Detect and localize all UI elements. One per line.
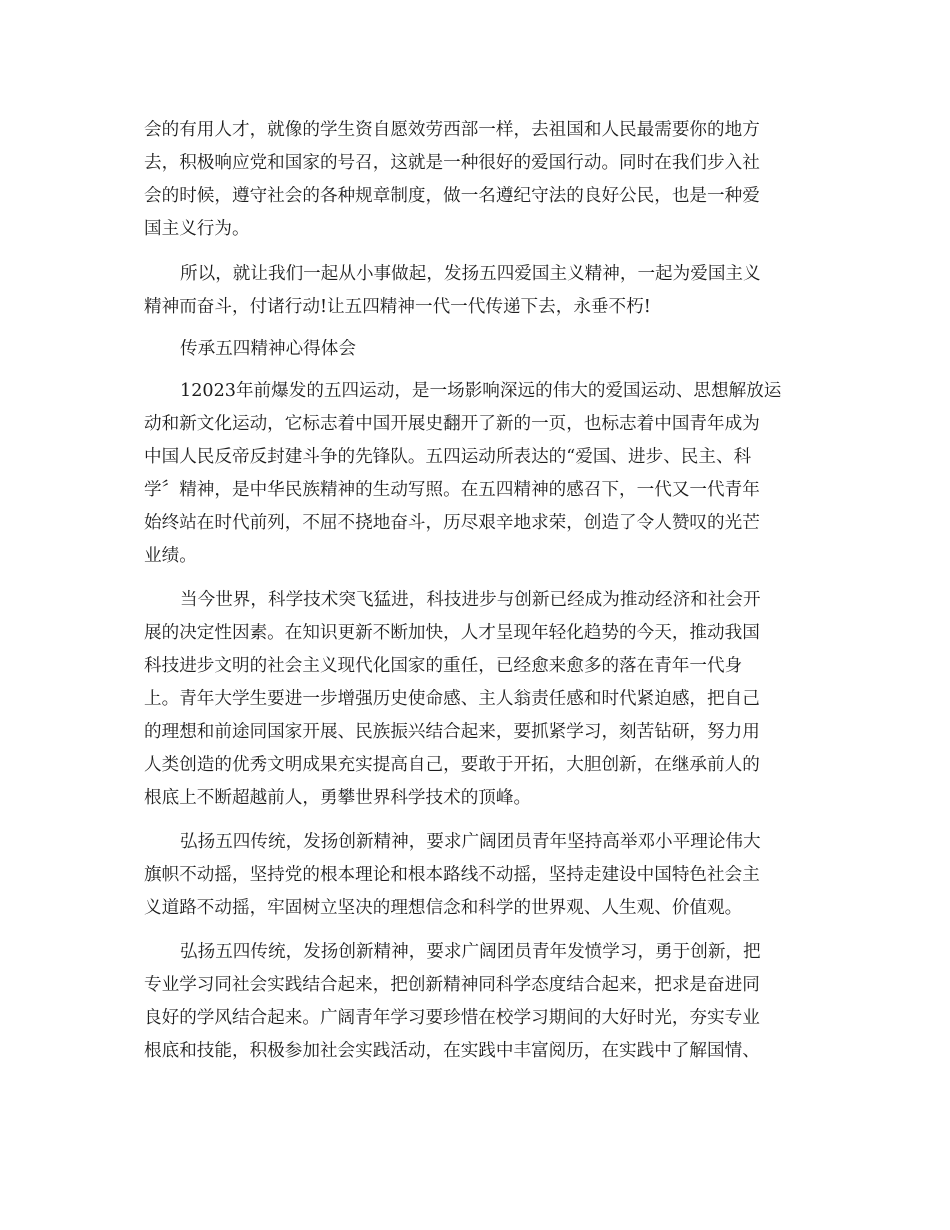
text-line: 展的决定性因素。在知识更新不断加快，人才呈现年轻化趋势的今天，推动我国	[144, 623, 760, 643]
text-line: 动和新文化运动，它标志着中国开展史翻开了新的一页，也标志着中国青年成为	[144, 414, 760, 434]
text-line: 上。青年大学生要进一步增强历史使命感、主人翁责任感和时代紧迫感，把自己	[144, 689, 760, 709]
paragraph-first-line: 所以，就让我们一起从小事做起，发扬五四爱国主义精神，一起为爱国主义	[180, 264, 761, 284]
paragraph-first-line: 12023年前爆发的五四运动，是一场影响深远的伟大的爱国运动、思想解放运	[180, 381, 782, 401]
text-line: 旗帜不动摇，坚持党的根本理论和根本路线不动摇，坚持走建设中国特色社会主	[144, 865, 760, 885]
text-line: 会的时候，遵守社会的各种规章制度，做一名遵纪守法的良好公民，也是一种爱	[144, 186, 760, 206]
text-line: 会的有用人才，就像的学生资自愿效劳西部一样，去祖国和人民最需要你的地方	[144, 120, 760, 140]
paragraph-first-line: 弘扬五四传统，发扬创新精神，要求广阔团员青年坚持高举邓小平理论伟大	[180, 832, 761, 852]
text-line: 去，积极响应党和国家的号召，这就是一种很好的爱国行动。同时在我们步入社	[144, 153, 760, 173]
text-line: 专业学习同社会实践结合起来，把创新精神同科学态度结合起来，把求是奋进同	[144, 975, 760, 995]
text-line: 根底上不断超越前人，勇攀世界科学技术的顶峰。	[144, 788, 532, 808]
text-line: 精神而奋斗，付诸行动!让五四精神一代一代传递下去，永垂不朽!	[144, 297, 651, 317]
text-line: 业绩。	[144, 546, 197, 566]
text-line: 国主义行为。	[144, 219, 250, 239]
text-line: 学〞精神，是中华民族精神的生动写照。在五四精神的感召下，一代又一代青年	[144, 480, 760, 500]
text-line: 始终站在时代前列，不屈不挠地奋斗，历尽艰辛地求荣，创造了令人赞叹的光芒	[144, 513, 760, 533]
paragraph-first-line: 弘扬五四传统，发扬创新精神，要求广阔团员青年发愤学习，勇于创新，把	[180, 942, 761, 962]
text-line: 义道路不动摇，牢固树立坚决的理想信念和科学的世界观、人生观、价值观。	[144, 898, 743, 918]
text-line: 人类创造的优秀文明成果充实提高自己，要敢于开拓，大胆创新，在继承前人的	[144, 755, 760, 775]
paragraph-first-line: 当今世界，科学技术突飞猛进，科技进步与创新已经成为推动经济和社会开	[180, 590, 761, 610]
text-line: 科技进步文明的社会主义现代化国家的重任，已经愈来愈多的落在青年一代身	[144, 656, 743, 676]
text-line: 根底和技能，积极参加社会实践活动，在实践中丰富阅历，在实践中了解国情、	[144, 1041, 760, 1061]
text-line: 的理想和前途同国家开展、民族振兴结合起来，要抓紧学习，刻苦钻研，努力用	[144, 722, 760, 742]
section-heading: 传承五四精神心得体会	[180, 339, 356, 359]
text-line: 良好的学风结合起来。广阔青年学习要珍惜在校学习期间的大好时光，夯实专业	[144, 1008, 760, 1028]
text-line: 中国人民反帝反封建斗争的先锋队。五四运动所表达的“爱国、进步、民主、科	[144, 447, 752, 467]
